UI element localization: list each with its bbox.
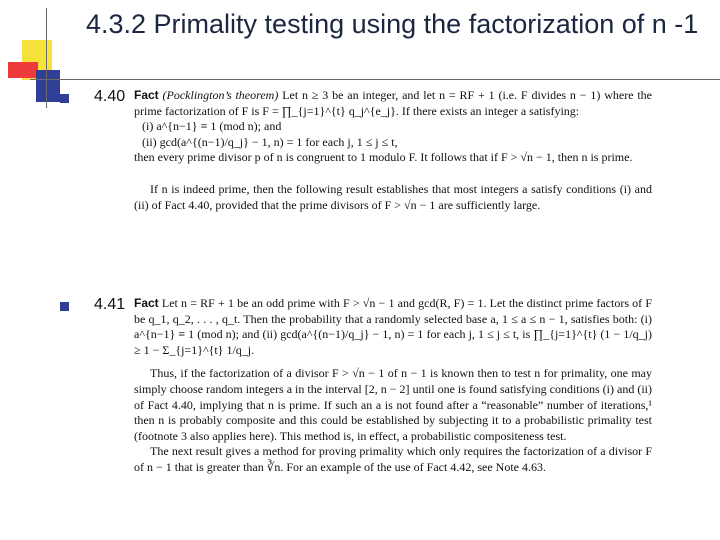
title-underline-rule (30, 79, 720, 80)
bullet-square (60, 94, 69, 103)
fact-label: Fact (134, 88, 159, 102)
item-number: 4.41 (94, 296, 126, 313)
fact-statement-text: Let n = RF + 1 be an odd prime with F > √n − 1 and gcd(R, F) = 1. Let the distinct prime factors of F be q_1, q_2, . . . , q_t. Then the probability that a randomly selected base a, 1 ≤ a ≤ n − 1, satisfies both: (i) a^{n−1} ≡ 1 (mod n); and (ii) gcd(a^{(n−1)/q_j} − 1, n) = 1 for each j, 1 ≤ j ≤ t, is ∏_{j=1}^{t} (1 − 1/q_j) ≥ 1 − Σ_{j=1}^{t} 1/q_j. (134, 296, 653, 357)
item-number: 4.40 (94, 88, 126, 105)
fact-label: Fact (134, 296, 159, 310)
fact-remark: If n is indeed prime, then the following result establishes that most integers a satisfy conditions (i) and (ii) of Fact 4.40, provided that the prime divisors of F > √n − 1 are sufficiently large. (134, 181, 652, 212)
decorative-vertical-rule (46, 8, 47, 108)
fact-statement-text: Let n ≥ 3 be an integer, and let n = RF + 1 (i.e. F divides n − 1) where the prime factorization of F is F = ∏_{j=1}^{t} q_j^{e_j}. If there exists an integer a satisfying: (134, 88, 653, 118)
fact-4-40 (134, 88, 652, 213)
condition-i: (i) a^{n−1} ≡ 1 (mod n); and (142, 119, 282, 134)
decorative-red-square (8, 62, 38, 78)
fact-statement (134, 88, 652, 119)
fact-4-41 (134, 296, 652, 476)
fact-conclusion: then every prime divisor p of n is congruent to 1 modulo F. It follows that if F > √n − 1, then n is prime. (134, 150, 633, 165)
bullet-square (60, 302, 69, 311)
decorative-blue-square (36, 70, 60, 102)
fact-statement (134, 296, 652, 358)
fact-next-result: The next result gives a method for proving primality which only requires the factorization of a divisor F of n − 1 that is greater than ∛n. For an example of the use of Fact 4.42, see Note 4.63. (134, 444, 652, 474)
slide-title: 4.3.2 Primality testing using the factorization of n -1 (86, 9, 699, 39)
fact-remark: Thus, if the factorization of a divisor F > √n − 1 of n − 1 is known then to test n for primality, one may simply choose random integers a in the interval [2, n − 2] until one is found satisfying conditions (i) and (ii) of Fact 4.40, implying that n is prime. If such an a is not found after a “reasonable” number of iterations,¹ then n is probably composite and this could be established by subjecting it to a probabilistic primality test (footnote 3 also applies here). This method is, in effect, a probabilistic compositeness test. (134, 366, 652, 443)
condition-ii: (ii) gcd(a^{(n−1)/q_j} − 1, n) = 1 for each j, 1 ≤ j ≤ t, (142, 134, 398, 149)
fact-name: (Pocklington’s theorem) (162, 88, 279, 102)
